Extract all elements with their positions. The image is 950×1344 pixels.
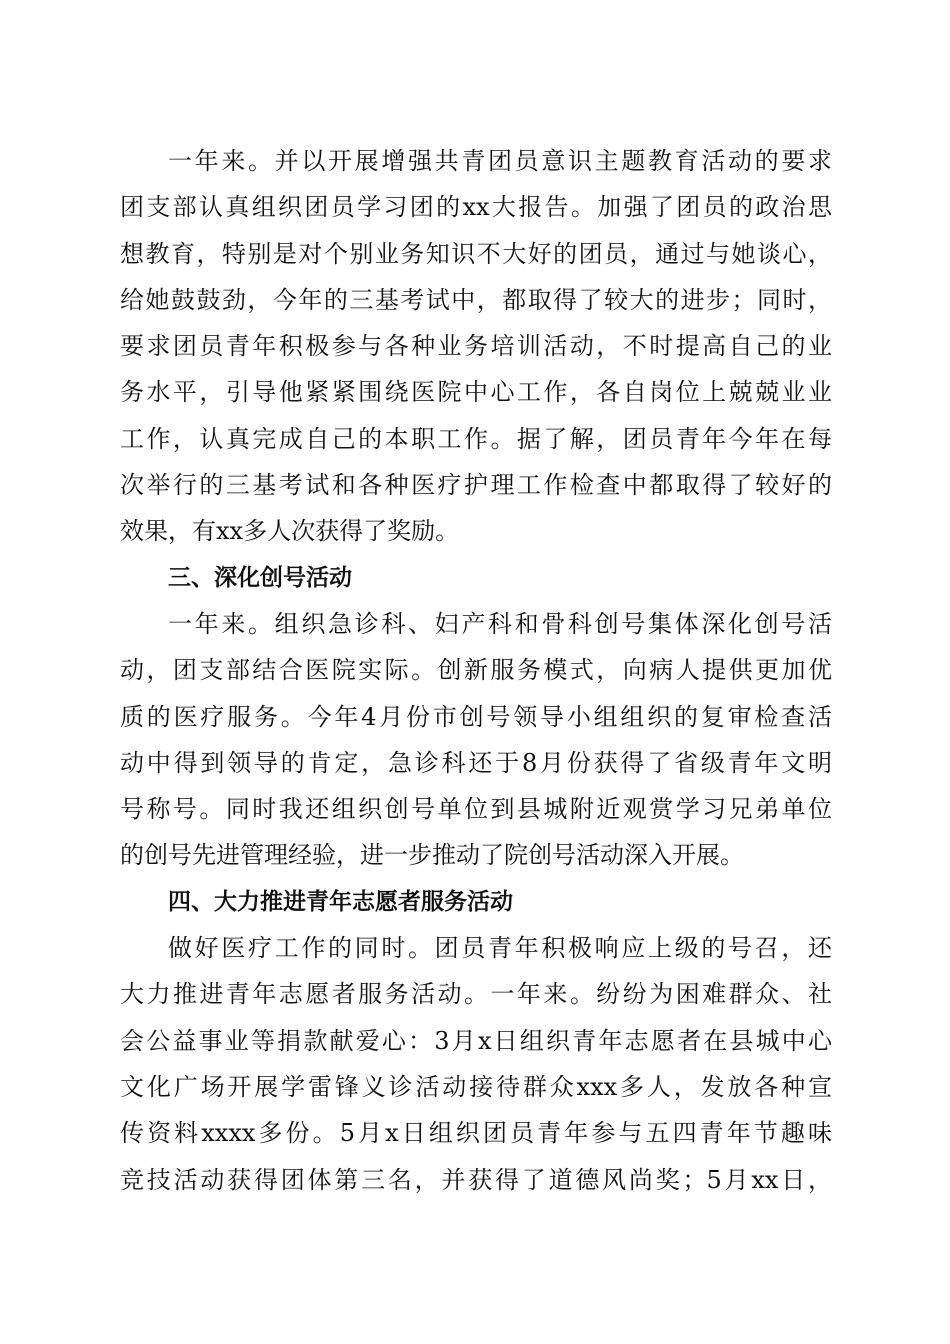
text-line: 传资料xxxx多份。5月x日组织团员青年参与五四青年节趣味 [120, 1119, 832, 1148]
text-line: 团支部认真组织团员学习团的xx大报告。加强了团员的政治思 [120, 193, 832, 222]
text-line: 竞技活动获得团体第三名，并获得了道德风尚奖；5月xx日， [120, 1165, 832, 1194]
text-line: 一年来。并以开展增强共青团员意识主题教育活动的要求 [168, 147, 832, 175]
text-line: 要求团员青年积极参与各种业务培训活动，不时提高自己的业 [120, 332, 832, 361]
text-line: 质的医疗服务。今年4月份市创号领导小组组织的复审检查活 [120, 702, 832, 731]
text-line: 动，团支部结合医院实际。创新服务模式，向病人提供更加优 [120, 656, 832, 685]
text-line: 做好医疗工作的同时。团员青年积极响应上级的号召，还 [168, 934, 832, 963]
section-heading-4: 四、大力推进青年志愿者服务活动 [168, 888, 513, 915]
text-line: 想教育，特别是对个别业务知识不大好的团员，通过与她谈心， [120, 239, 832, 268]
text-line: 工作，认真完成自己的本职工作。据了解，团员青年今年在每 [120, 424, 832, 453]
section-heading-3: 三、深化创号活动 [168, 564, 352, 591]
text-line: 的创号先进管理经验，进一步推动了院创号活动深入开展。 [120, 841, 744, 870]
text-line: 号称号。同时我还组织创号单位到县城附近观赏学习兄弟单位 [120, 795, 832, 824]
text-line: 会公益事业等捐款献爱心：3月x日组织青年志愿者在县城中心 [120, 1026, 832, 1055]
paragraph-section-4 [120, 925, 832, 1203]
paragraph-section-3 [120, 601, 832, 879]
text-line: 务水平，引导他紧紧围绕医院中心工作，各自岗位上兢兢业业 [120, 378, 832, 407]
text-line: 一年来。组织急诊科、妇产科和骨科创号集体深化创号活 [168, 609, 832, 638]
text-line: 次举行的三基考试和各种医疗护理工作检查中都取得了较好的 [120, 471, 832, 500]
text-line: 效果，有xx多人次获得了奖励。 [120, 517, 460, 546]
text-line: 给她鼓鼓劲，今年的三基考试中，都取得了较大的进步；同时， [120, 285, 832, 314]
document-body [120, 138, 832, 1203]
text-line: 大力推进青年志愿者服务活动。一年来。纷纷为困难群众、社 [120, 980, 832, 1009]
text-line: 动中得到领导的肯定，急诊科还于8月份获得了省级青年文明 [120, 748, 832, 777]
paragraph-team-education [120, 138, 832, 555]
text-line: 文化广场开展学雷锋义诊活动接待群众xxx多人，发放各种宣 [120, 1072, 832, 1101]
